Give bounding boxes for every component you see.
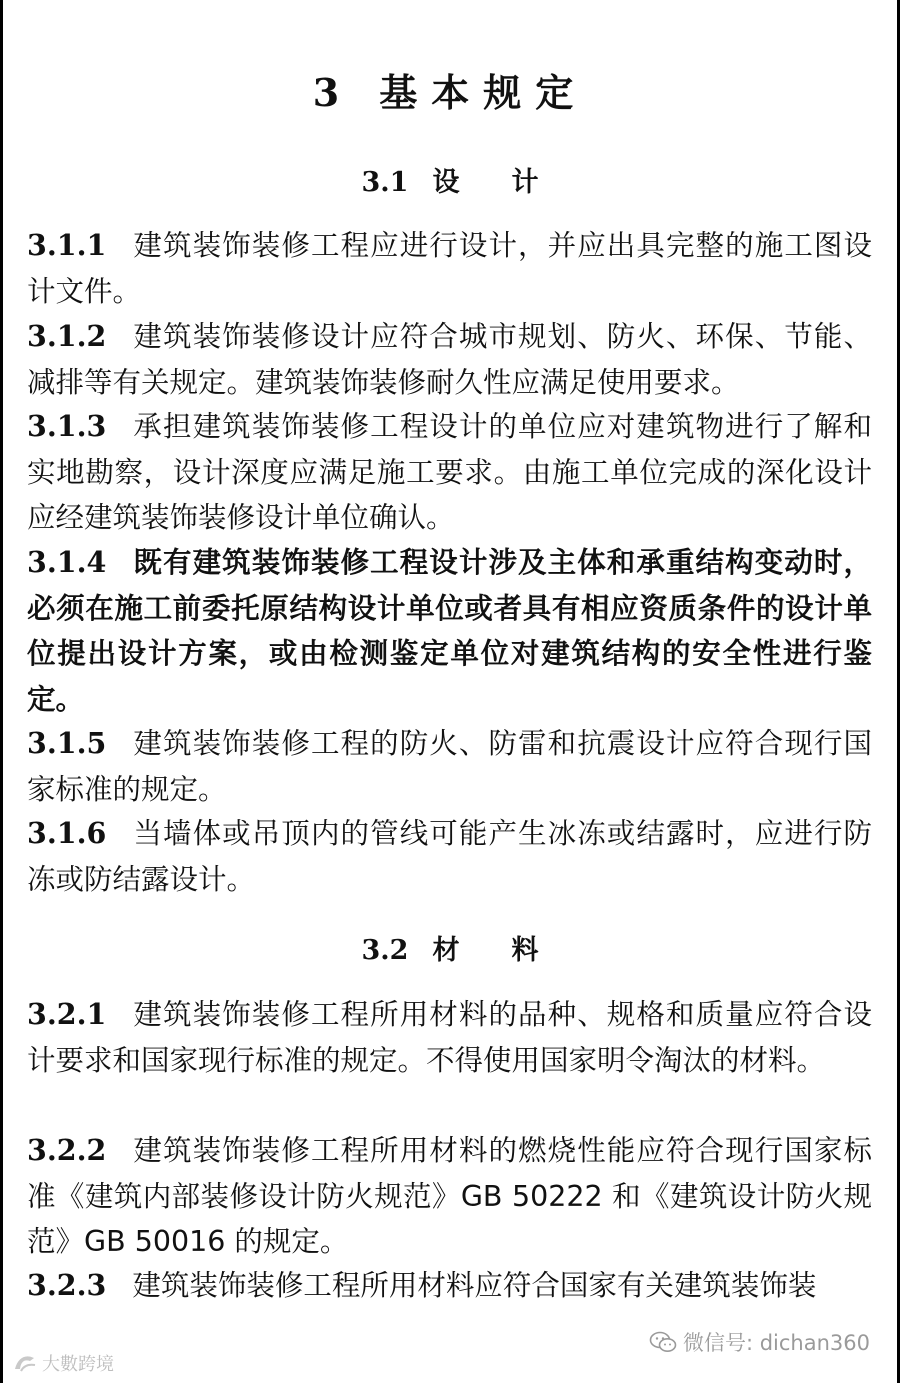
logo-text: 大數跨境	[42, 1354, 114, 1375]
clause-number: 3.1.6	[27, 816, 107, 850]
clause-number: 3.1.1	[27, 228, 107, 262]
watermark-text: 微信号: dichan360	[682, 1331, 870, 1355]
wechat-watermark	[649, 1327, 870, 1357]
clause-number: 3.1.3	[27, 409, 107, 443]
clause-3-2-1	[27, 992, 872, 1083]
clause-text: 建筑装饰装修工程所用材料应符合国家有关建筑装饰装	[132, 1269, 817, 1302]
clause-text: 建筑装饰装修设计应符合城市规划、防火、环保、节能、减排等有关规定。建筑装饰装修耐久性应满足使用要求。	[27, 320, 872, 399]
site-logo	[12, 1350, 114, 1376]
chapter-title	[0, 62, 900, 117]
chapter-number: 3	[312, 70, 354, 115]
clause-3-1-2	[27, 314, 872, 405]
clause-3-2-3	[27, 1263, 872, 1309]
section-title-3-2	[0, 928, 900, 967]
clause-text: 承担建筑装饰装修工程设计的单位应对建筑物进行了解和实地勘察，设计深度应满足施工要求。由施工单位完成的深化设计应经建筑装饰装修设计单位确认。	[27, 410, 872, 534]
clause-number: 3.2.2	[27, 1133, 107, 1167]
clause-3-1-4	[27, 540, 872, 722]
clause-text: 建筑装饰装修工程应进行设计，并应出具完整的施工图设计文件。	[27, 229, 872, 308]
clause-3-1-5	[27, 721, 872, 812]
section-title-3-1	[0, 160, 900, 199]
clause-3-1-3	[27, 404, 872, 541]
clause-3-1-6	[27, 811, 872, 902]
section-number: 3.2	[361, 935, 409, 966]
clause-number: 3.1.5	[27, 726, 107, 760]
clause-text: 当墙体或吊顶内的管线可能产生冰冻或结露时，应进行防冻或防结露设计。	[27, 817, 872, 896]
section-number: 3.1	[361, 167, 409, 198]
clause-text: 建筑装饰装修工程所用材料的品种、规格和质量应符合设计要求和国家现行标准的规定。不得使用国家明令淘汰的材料。	[27, 998, 872, 1077]
clause-3-1-1	[27, 223, 872, 314]
clause-number: 3.1.4	[27, 545, 107, 579]
clause-number: 3.1.2	[27, 319, 107, 353]
wechat-icon	[649, 1331, 677, 1353]
section-name: 设计	[432, 167, 591, 198]
clause-number: 3.2.1	[27, 997, 107, 1031]
clause-text: 建筑装饰装修工程所用材料的燃烧性能应符合现行国家标准《建筑内部装修设计防火规范》GB 50222 和《建筑设计防火规范》GB 50016 的规定。	[27, 1134, 872, 1258]
clause-text: 建筑装饰装修工程的防火、防雷和抗震设计应符合现行国家标准的规定。	[27, 727, 872, 806]
section-name: 材料	[432, 935, 591, 966]
clause-text: 既有建筑装饰装修工程设计涉及主体和承重结构变动时，必须在施工前委托原结构设计单位或者具有相应资质条件的设计单位提出设计方案，或由检测鉴定单位对建筑结构的安全性进行鉴定。	[27, 546, 872, 716]
clause-number: 3.2.3	[27, 1268, 107, 1302]
chapter-name: 基本规定	[379, 70, 588, 115]
clause-3-2-2	[27, 1128, 872, 1265]
logo-mark	[12, 1352, 38, 1374]
